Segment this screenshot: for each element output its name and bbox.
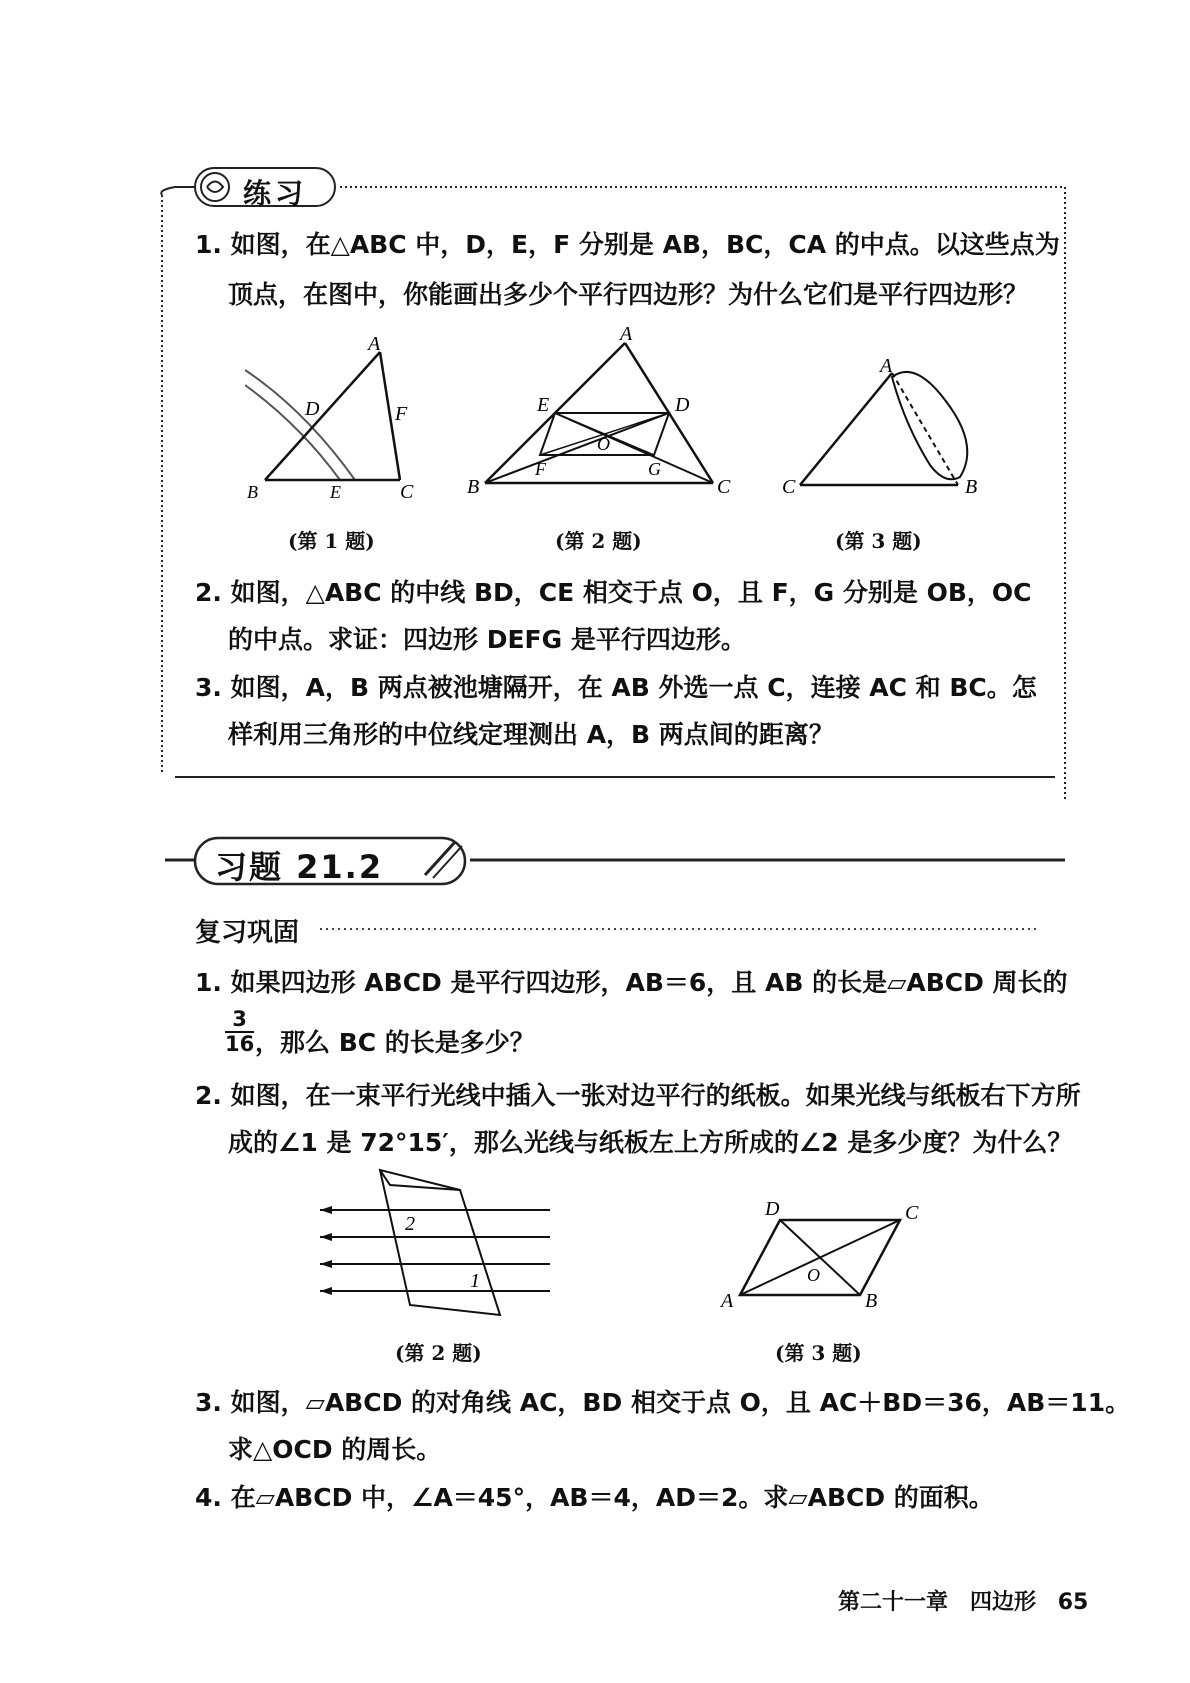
pond-outline [892, 372, 967, 479]
fig1-label-A: A [368, 333, 381, 355]
exercise-fig2-caption: (第 2 题) [395, 1341, 482, 1365]
fig2-label-G: G [648, 459, 661, 479]
practice-heading: 练习 [243, 177, 308, 210]
fig1-label-C: C [400, 481, 414, 503]
exercise-q2-line2: 成的∠1 是 72°15′，那么光线与纸板左上方所成的∠2 是多少度？为什么？ [228, 1128, 1073, 1157]
exercise-q4-line1: 4. 在▱ABCD 中，∠A＝45°，AB＝4，AD＝2。求▱ABCD 的面积。 [195, 1483, 994, 1512]
practice-fig1-caption: (第 1 题) [288, 529, 375, 553]
practice-q2-line1: 2. 如图，△ABC 的中线 BD，CE 相交于点 O，且 F，G 分别是 OB，OC [195, 578, 1032, 607]
fig3-label-C: C [782, 476, 796, 498]
practice-fig3 [780, 355, 990, 505]
exercise-q1-fraction [225, 1008, 254, 1056]
fig3-label-A: A [880, 355, 893, 377]
fig2-label-O: O [597, 434, 610, 454]
angle-1-label: 1 [470, 1270, 480, 1292]
ex-fig3-label-B: B [865, 1290, 878, 1312]
fig2-label-F: F [535, 459, 546, 479]
fig3-label-B: B [965, 476, 978, 498]
fig1-label-B: B [247, 482, 258, 502]
exercise-fig3 [715, 1195, 935, 1315]
practice-q3-line2: 样利用三角形的中位线定理测出 A，B 两点间的距离？ [228, 720, 834, 749]
practice-q3-line1: 3. 如图，A，B 两点被池塘隔开，在 AB 外选一点 C，连接 AC 和 BC。怎 [195, 673, 1037, 702]
ex-fig3-label-O: O [807, 1265, 820, 1285]
practice-fig1 [245, 330, 445, 510]
page-footer [838, 1585, 1088, 1616]
practice-q1-line2: 顶点，在图中，你能画出多少个平行四边形？为什么它们是平行四边形？ [228, 280, 1029, 309]
exercise-q1-line1: 1. 如果四边形 ABCD 是平行四边形，AB＝6，且 AB 的长是▱ABCD 周长的 [195, 968, 1068, 997]
fig2-label-D: D [675, 394, 690, 416]
ex-fig3-label-D: D [765, 1198, 780, 1220]
section-dotted-rule [320, 925, 1040, 933]
practice-fig3-caption: (第 3 题) [835, 529, 922, 553]
exercise-banner [0, 830, 1190, 890]
section-title: 复习巩固 [195, 918, 300, 948]
fig2-label-C: C [717, 476, 731, 495]
fig2-label-A: A [620, 325, 633, 345]
ex-fig3-label-C: C [905, 1202, 919, 1224]
fig1-label-D: D [305, 398, 320, 420]
page-number: 65 [1057, 1590, 1089, 1615]
exercise-q3-line1: 3. 如图，▱ABCD 的对角线 AC，BD 相交于点 O，且 AC＋BD＝36，AB＝11。 [195, 1388, 1131, 1417]
practice-fig2-caption: (第 2 题) [555, 529, 642, 553]
fraction-denominator: 16 [225, 1032, 255, 1057]
practice-q1-line1: 1. 如图，在△ABC 中，D，E，F 分别是 AB，BC，CA 的中点。以这些点为 [195, 230, 1060, 259]
practice-q2-line2: 的中点。求证：四边形 DEFG 是平行四边形。 [228, 625, 746, 654]
angle-2-label: 2 [405, 1213, 415, 1235]
exercise-fig2 [310, 1165, 570, 1325]
exercise-q3-line2: 求△OCD 的周长。 [228, 1435, 442, 1464]
exercise-heading: 习题 21.2 [215, 848, 384, 886]
chapter-title: 第二十一章 四边形 [838, 1590, 1037, 1615]
fig1-label-F: F [395, 403, 408, 425]
fig1-label-E: E [330, 482, 341, 502]
ex-fig3-label-A: A [721, 1290, 734, 1312]
exercise-q1-line2: ，那么 BC 的长是多少？ [255, 1028, 535, 1057]
practice-fig2 [465, 325, 735, 495]
fig2-label-B: B [467, 476, 480, 495]
exercise-fig3-caption: (第 3 题) [775, 1341, 862, 1365]
fig2-label-E: E [537, 394, 550, 416]
exercise-q2-line1: 2. 如图，在一束平行光线中插入一张对边平行的纸板。如果光线与纸板右下方所 [195, 1081, 1081, 1110]
fraction-numerator: 3 [225, 1008, 254, 1033]
